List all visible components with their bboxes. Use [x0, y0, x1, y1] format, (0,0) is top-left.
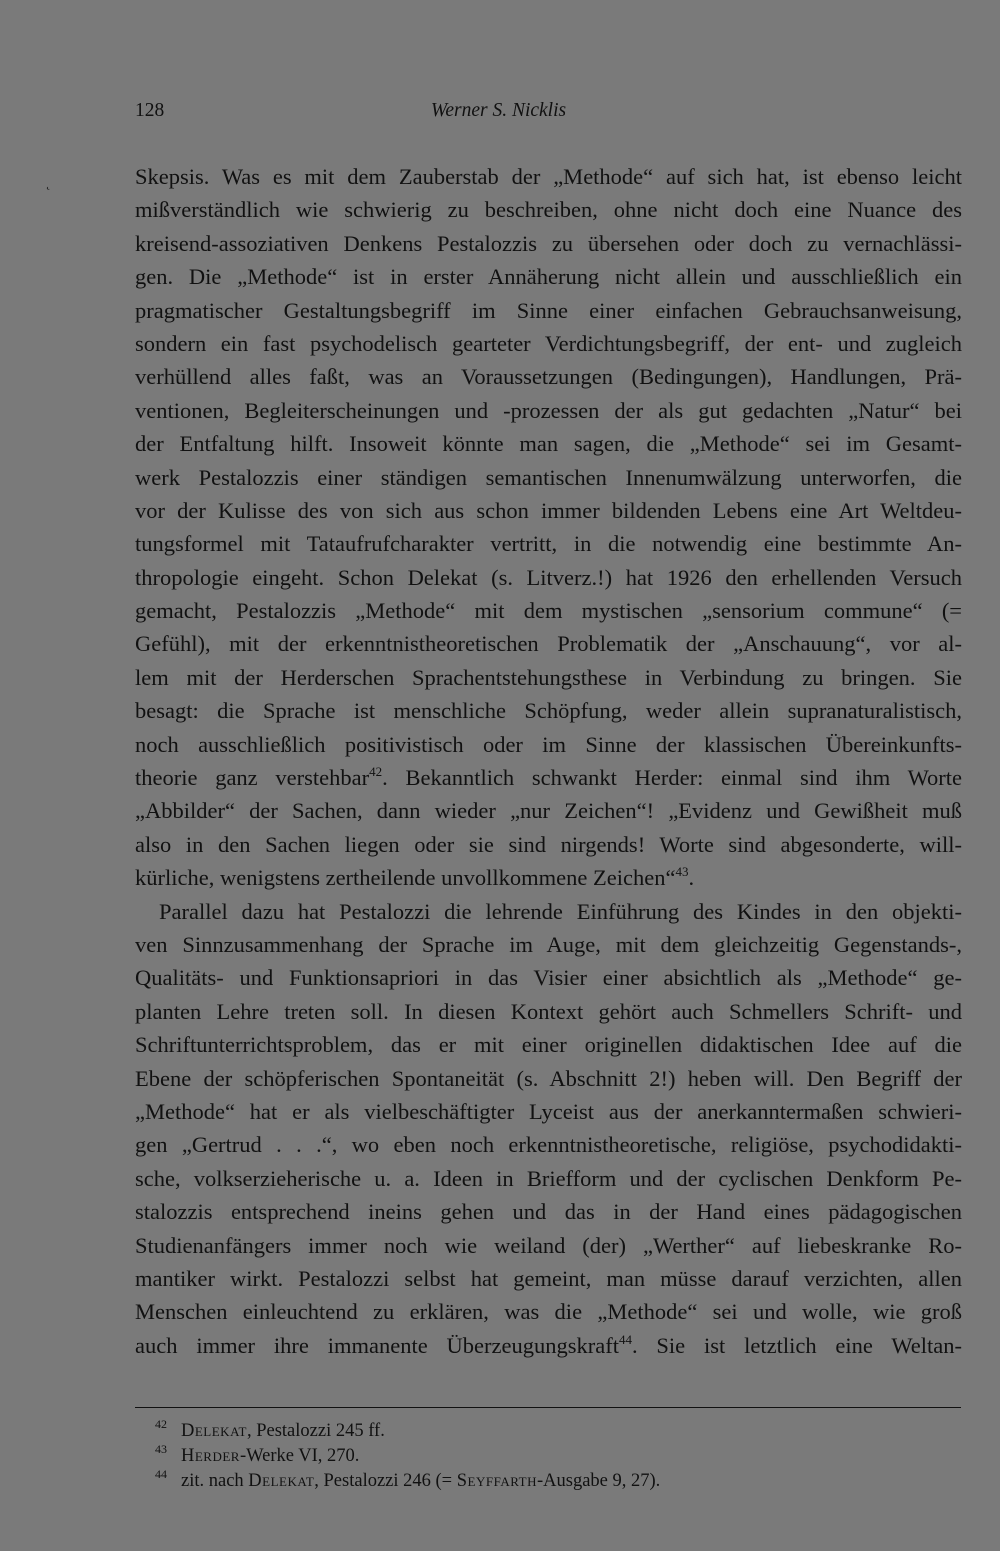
text-line: Gefühl), mit der erkenntnistheoretischen Problematik der „Anschauung“, vor al- [135, 631, 962, 657]
text-line: Schriftunterrichtsproblem, das er mit einer originellen didaktischen Idee auf die [135, 1032, 962, 1058]
footnote-text: , Pestalozzi 246 (= [314, 1471, 457, 1491]
text-line: gen. Die „Methode“ ist in erster Annäherung nicht allein und ausschließlich ein [135, 264, 962, 290]
text-line [135, 1329, 962, 1362]
footnote-text: zit. nach [181, 1471, 249, 1491]
author-name: Seyffarth [456, 1471, 537, 1491]
text-line: ventionen, Begleiterscheinungen und -prozessen der als gut gedachten „Natur“ bei [135, 397, 962, 423]
footnote-rule [135, 1407, 961, 1408]
text-line: verhüllend alles faßt, was an Voraussetzungen (Bedingungen), Handlungen, Prä- [135, 364, 962, 390]
body-text [135, 160, 962, 1362]
text-line: besagt: die Sprache ist menschliche Schöpfung, weder allein supranaturalistisch, [135, 698, 962, 724]
text-line: Qualitäts- und Funktionsapriori in das Visier einer absichtlich als „Methode“ ge- [135, 965, 962, 991]
text-line: kreisend-assoziativen Denkens Pestalozzis zu übersehen oder doch zu vernachlässi- [135, 230, 962, 256]
text-line: stalozzis entsprechend ineins gehen und das in der Hand eines pädagogischen [135, 1199, 962, 1225]
text-line: planten Lehre treten soll. In diesen Kontext gehört auch Schmellers Schrift- und [135, 998, 962, 1024]
text-line: sche, volkserzieherische u. a. Ideen in Briefform und der cyclischen Denkform Pe- [135, 1165, 962, 1191]
text-line: „Methode“ hat er als vielbeschäftigter Lyceist aus der anerkanntermaßen schwieri- [135, 1098, 962, 1124]
text-line: werk Pestalozzis einer ständigen semantischen Innenumwälzung unterworfen, die [135, 464, 962, 490]
text-line: tungsformel mit Tataufrufcharakter vertritt, in die notwendig eine bestimmte An- [135, 531, 962, 557]
text-line: thropologie eingeht. Schon Delekat (s. Litverz.!) hat 1926 den erhellenden Versuch [135, 564, 962, 590]
text-line [135, 761, 962, 794]
footnote-text: , Pestalozzi 245 ff. [246, 1421, 385, 1441]
text-segment: . Bekanntlich schwankt Herder: einmal sind ihm Worte [382, 765, 962, 791]
footnote-text: -Werke VI, 270. [239, 1446, 360, 1466]
text-line: sondern ein fast psychodelisch gearteter Verdichtungsbegriff, der ent- und zugleich [135, 330, 962, 356]
text-line: mantiker wirkt. Pestalozzi selbst hat gemeint, man müsse darauf verzichten, allen [135, 1265, 962, 1291]
text-line: Skepsis. Was es mit dem Zauberstab der „Methode“ auf sich hat, ist ebenso leicht [135, 164, 962, 189]
text-line: noch ausschließlich positivistisch oder im Sinne der klassischen Übereinkunfts- [135, 731, 962, 757]
text-segment: auch immer ihre immanente Überzeugungskraft [135, 1332, 619, 1358]
author-name: Herder [181, 1446, 240, 1466]
text-line: „Abbilder“ der Sachen, dann wieder „nur Zeichen“! „Evidenz und Gewißheit muß [135, 798, 962, 824]
text-line [135, 861, 962, 894]
text-segment: theorie ganz verstehbar [135, 765, 370, 791]
text-line: gemacht, Pestalozzis „Methode“ mit dem mystischen „sensorium commune“ (= [135, 598, 962, 624]
text-segment: . [688, 865, 695, 891]
text-line: lem mit der Herderschen Sprachentstehungsthese in Verbindung zu bringen. Sie [135, 664, 962, 690]
margin-mark: ˛ [46, 176, 51, 191]
footnote-ref[interactable]: 44 [618, 1331, 632, 1347]
footnote-ref[interactable]: 42 [369, 764, 383, 780]
text-line: Ebene der schöpferischen Spontaneität (s. Abschnitt 2!) heben will. Den Begriff der [135, 1065, 962, 1091]
text-line: Menschen einleuchtend zu erklären, was die „Methode“ sei und wolle, wie groß [135, 1299, 962, 1325]
footnote-text: -Ausgabe 9, 27). [536, 1471, 661, 1491]
text-line: gen „Gertrud . . .“, wo eben noch erkenntnistheoretische, religiöse, psychodidakti- [135, 1132, 962, 1158]
page-number: 128 [135, 100, 165, 121]
text-segment: . Sie ist letztlich eine Weltan- [631, 1332, 962, 1358]
text-line: pragmatischer Gestaltungsbegriff im Sinne einer einfachen Gebrauchsanweisung, [135, 297, 962, 323]
author-name: Delekat [248, 1471, 315, 1491]
text-line: Parallel dazu hat Pestalozzi die lehrende Einführung des Kindes in den objekti- [159, 898, 962, 924]
footnote-43: 43 Herder-Werke VI, 270. [155, 1442, 360, 1466]
footnote-42: 42 Delekat, Pestalozzi 245 ff. [155, 1417, 385, 1441]
running-title: Werner S. Nicklis [430, 100, 567, 121]
text-line: also in den Sachen liegen oder sie sind nirgends! Worte sind abgesonderte, will- [135, 831, 962, 857]
text-line: vor der Kulisse des von sich aus schon immer bildenden Lebens eine Art Weltdeu- [135, 497, 962, 523]
text-segment: kürliche, wenigstens zertheilende unvollkommene Zeichen“ [135, 865, 676, 891]
footnote-44: 44 zit. nach Delekat, Pestalozzi 246 (= Seyffarth-Ausgabe 9, 27). [155, 1467, 661, 1491]
text-line: mißverständlich wie schwierig zu beschreiben, ohne nicht doch eine Nuance des [135, 197, 962, 223]
text-line: Studienanfängers immer noch wie weiland (der) „Werther“ auf liebeskranke Ro- [135, 1232, 962, 1258]
author-name: Delekat [181, 1421, 247, 1441]
footnote-ref[interactable]: 43 [675, 864, 689, 880]
page-header [135, 100, 962, 128]
text-line: der Entfaltung hilft. Insoweit könnte man sagen, die „Methode“ sei im Gesamt- [135, 431, 962, 457]
text-line: ven Sinnzusammenhang der Sprache im Auge, mit dem gleichzeitig Gegenstands-, [135, 931, 962, 957]
